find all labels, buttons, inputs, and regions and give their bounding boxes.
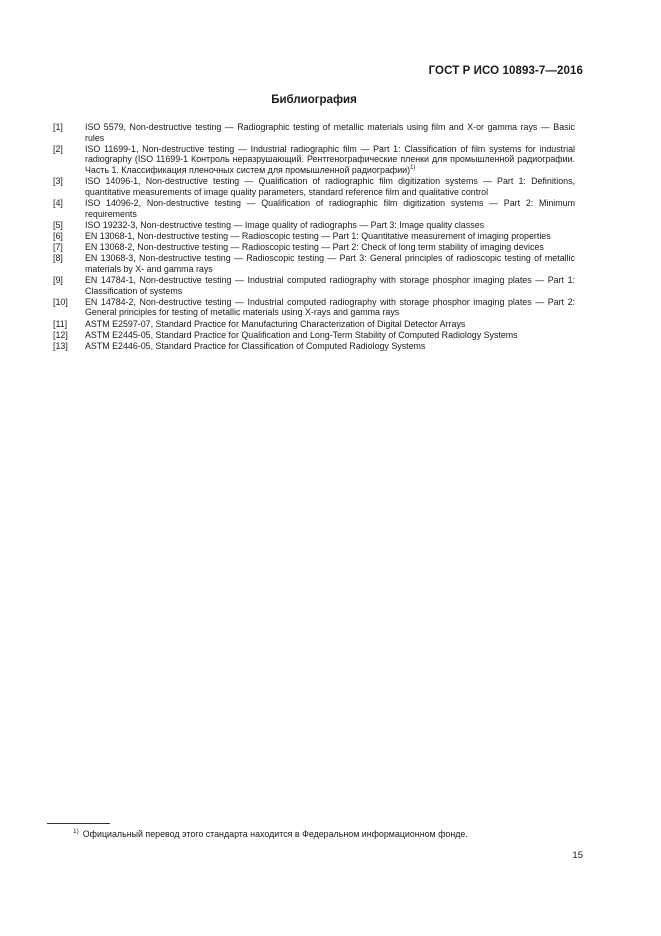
entry-number: [1] <box>53 122 63 132</box>
entry-text: ASTM E2446-05, Standard Practice for Classification of Computed Radiology Systems <box>85 341 426 351</box>
bibliography-entry <box>53 144 575 176</box>
entry-text: ISO 19232-3, Non-destructive testing — Image quality of radiographs — Part 3: Image quality classes <box>85 219 485 230</box>
page-number: 15 <box>572 850 583 861</box>
entry-number: [8] <box>53 253 63 264</box>
entry-text: ISO 14096-2, Non-destructive testing — Qualification of radiographic film digitization systems — Part 2: Minimum requirements <box>85 197 575 219</box>
entry-text: ISO 11699-1, Non-destructive testing — Industrial radiographic film — Part 1: Classification of film systems for industrial radiography (ISO 11699-1 Контроль неразрушающий. Рентгенографические пленки для промышленной радиографии. Часть 1. Классификация пленочных систем для промышленной радиографии) <box>85 143 575 175</box>
footnote <box>73 829 468 839</box>
entry-text: EN 14784-1, Non-destructive testing — Industrial computed radiography with storage phosphor imaging plates — Part 1: Classification of systems <box>85 275 575 296</box>
entry-number: [7] <box>53 242 63 253</box>
entry-text-with-footnote <box>85 144 575 176</box>
bibliography-entry <box>53 231 575 242</box>
entry-text: ASTM E2445-05, Standard Practice for Qualification and Long-Term Stability of Computed Radiology Systems <box>85 329 518 340</box>
bibliography-entry <box>53 330 575 341</box>
bibliography-list <box>53 122 575 352</box>
entry-number: [12] <box>53 329 68 340</box>
entry-number: [10] <box>53 296 68 307</box>
bibliography-entry <box>53 253 575 274</box>
entry-text: EN 14784-2, Non-destructive testing — Industrial computed radiography with storage phosphor imaging plates — Part 2: General principles for testing of metallic materials using X-rays and gamma rays <box>85 296 575 318</box>
entry-number: [2] <box>53 143 63 154</box>
entry-number: [3] <box>53 176 63 187</box>
entry-text: EN 13068-2, Non-destructive testing — Radioscopic testing — Part 2: Check of long term stability of imaging devices <box>85 242 544 253</box>
footnote-separator <box>47 823 110 824</box>
bibliography-entry <box>53 176 575 197</box>
bibliography-entry <box>53 122 575 143</box>
footnote-reference: 1) <box>410 165 416 171</box>
standard-designation: ГОСТ Р ИСО 10893-7—2016 <box>428 65 583 77</box>
bibliography-entry <box>53 319 575 330</box>
entry-text: ASTM E2597-07, Standard Practice for Manufacturing Characterization of Digital Detector Arrays <box>85 318 466 329</box>
footnote-mark: 1) <box>73 828 79 836</box>
bibliography-entry <box>53 198 575 219</box>
entry-number: [11] <box>53 318 68 329</box>
bibliography-entry <box>53 341 575 352</box>
entry-text: EN 13068-3, Non-destructive testing — Radioscopic testing — Part 3: General principles of radioscopic testing of metallic materials by X- and gamma rays <box>85 253 575 274</box>
bibliography-entry <box>53 220 575 231</box>
entry-number: [9] <box>53 275 63 286</box>
entry-text: ISO 14096-1, Non-destructive testing — Qualification of radiographic film digitization systems — Part 1: Definitions, quantitative measurements of image quality parameters, standard reference film and qualitative control <box>85 176 575 197</box>
entry-number: [5] <box>53 219 63 230</box>
entry-text: EN 13068-1, Non-destructive testing — Radioscopic testing — Part 1: Quantitative measurement of imaging properties <box>85 230 551 241</box>
entry-number: [6] <box>53 230 63 241</box>
bibliography-entry <box>53 242 575 253</box>
entry-number: [13] <box>53 341 68 351</box>
bibliography-entry <box>53 297 575 318</box>
footnote-text: Официальный перевод этого стандарта находится в Федеральном информационном фонде. <box>82 829 468 839</box>
entry-text: ISO 5579, Non-destructive testing — Radiographic testing of metallic materials using film and X-or gamma rays — Basic rules <box>85 122 575 143</box>
bibliography-title: Библиография <box>271 94 357 106</box>
bibliography-entry <box>53 275 575 296</box>
entry-number: [4] <box>53 197 63 208</box>
